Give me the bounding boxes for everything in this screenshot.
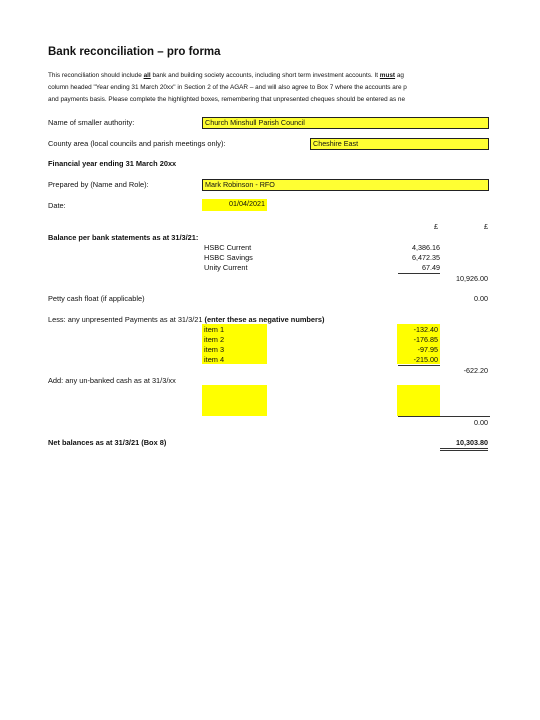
county-field[interactable]: Cheshire East [310, 138, 489, 150]
date-label: Date: [48, 201, 66, 210]
unpresented-item-name[interactable]: item 2 [204, 335, 225, 344]
prepared-by-label: Prepared by (Name and Role): [48, 180, 149, 189]
currency-header-col1: £ [434, 222, 438, 231]
bank-total: 10,926.00 [456, 274, 488, 283]
unpresented-item-amount[interactable]: -132.40 [413, 325, 438, 334]
subtotal-rule [398, 416, 490, 417]
page-title: Bank reconciliation – pro forma [48, 46, 221, 58]
authority-field[interactable]: Church Minshull Parish Council [202, 117, 489, 129]
account-name: HSBC Savings [204, 253, 253, 262]
unpresented-heading [48, 315, 324, 324]
intro-line-2: column headed "Year ending 31 March 20xx" in Section 2 of the AGAR – and will also agree to Box 7 where the accounts are p [48, 84, 407, 91]
unbanked-label: Add: any un-banked cash as at 31/3/xx [48, 376, 176, 385]
unpresented-item-name[interactable]: item 3 [204, 345, 225, 354]
county-label: County area (local councils and parish meetings only): [48, 139, 226, 148]
intro-line-3: and payments basis. Please complete the highlighted boxes, remembering that unpresented cheques should be entered as ne [48, 96, 406, 103]
account-amount[interactable]: 6,472.35 [412, 253, 440, 262]
bank-balance-heading: Balance per bank statements as at 31/3/21: [48, 233, 199, 242]
financial-year-heading: Financial year ending 31 March 20xx [48, 159, 177, 168]
unpresented-note: (enter these as negative numbers) [204, 315, 325, 324]
total-double-rule [440, 450, 488, 451]
unbanked-names-box[interactable] [202, 385, 267, 416]
intro-emphasis: all [143, 72, 151, 79]
intro-text: This reconciliation should include [48, 72, 144, 79]
unpresented-item-amount[interactable]: -97.95 [417, 345, 438, 354]
intro-text: bank and building society accounts, including short term investment accounts. It [150, 72, 380, 79]
currency-header-col2: £ [484, 222, 488, 231]
unpresented-label: Less: any unpresented Payments as at 31/3/21 [48, 315, 205, 324]
net-balance-amount: 10,303.80 [456, 438, 488, 447]
unpresented-item-amount[interactable]: -215.00 [413, 355, 438, 364]
unbanked-total: 0.00 [474, 418, 488, 427]
date-field[interactable]: 01/04/2021 [202, 199, 267, 211]
account-amount[interactable]: 4,386.16 [412, 243, 440, 252]
account-amount[interactable]: 67.49 [422, 263, 440, 272]
account-name: Unity Current [204, 263, 248, 272]
intro-text: ag [395, 72, 404, 79]
unbanked-amounts-box[interactable] [397, 385, 440, 416]
authority-label: Name of smaller authority: [48, 118, 135, 127]
account-name: HSBC Current [204, 243, 252, 252]
net-balance-label: Net balances as at 31/3/21 (Box 8) [48, 438, 167, 447]
prepared-by-field[interactable]: Mark Robinson - RFO [202, 179, 489, 191]
total-double-rule [440, 448, 488, 449]
unpresented-item-name[interactable]: item 4 [204, 355, 225, 364]
intro-emphasis: must [379, 72, 396, 79]
unpresented-item-name[interactable]: item 1 [204, 325, 225, 334]
unpresented-item-amount[interactable]: -176.85 [413, 335, 438, 344]
petty-cash-amount[interactable]: 0.00 [474, 294, 488, 303]
petty-cash-label: Petty cash float (if applicable) [48, 294, 145, 303]
unpresented-total: -622.20 [463, 366, 488, 375]
intro-line-1 [48, 72, 490, 79]
